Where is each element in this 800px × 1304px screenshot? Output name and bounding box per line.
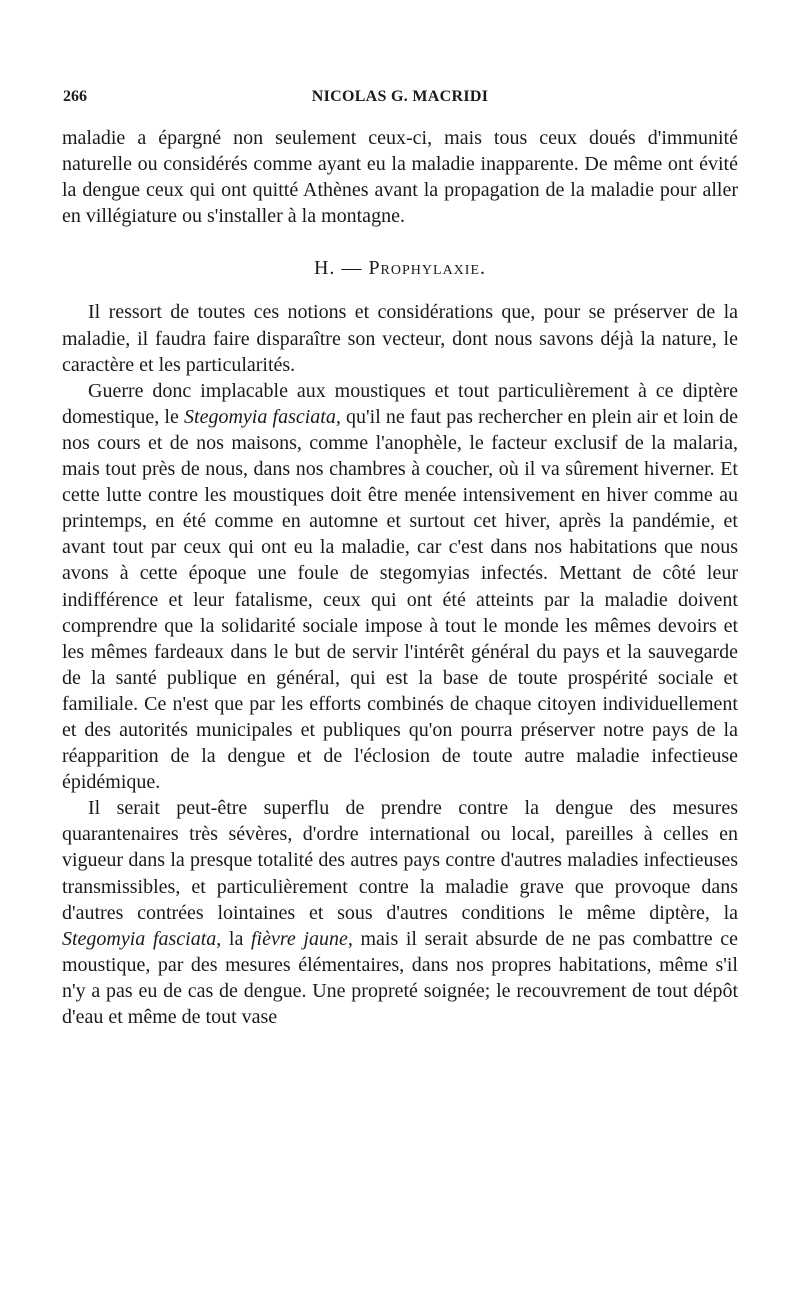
- paragraph-quarantine: [62, 795, 738, 1030]
- species-name: Stegomyia fasciata,: [62, 927, 222, 950]
- text-run: Guerre donc implacable aux moustiques et tout particulièrement à ce diptère domestique, le: [62, 379, 738, 428]
- page-number: 266: [63, 88, 87, 105]
- text-run: qu'il ne faut pas rechercher en plein air et loin de nos cours et de nos maisons, comme l'anophèle, le facteur exclusif de la malaria, mais tout près de nous, dans nos chambres à coucher, où il va sûrement hiverner. Et cette lutte contre les moustiques doit être menée intensivement en hiver comme au printemps, en été comme en automne et surtout cet hiver, après la pandémie, et avant tout par ceux qui ont eu la maladie, car c'est dans nos habitations que nous avons à cette époque une foule de stegomyias infectés. Mettant de côté leur indifférence et leur fatalisme, ceux qui ont été atteints par la maladie doivent comprendre que la solidarité sociale impose à tout le monde les mêmes devoirs et les mêmes fardeaux dans le but de servir l'intérêt général du pays et la sauvegarde de la santé publique en général, qui est la base de toute prospérité sociale et familiale. Ce n'est que par les efforts combinés de chaque citoyen individuellement et des autorités municipales et publiques qu'on pourra préserver notre pays de la réapparition de la dengue et de l'éclosion de toute autre maladie infectieuse épidémique.: [62, 405, 738, 794]
- running-head: NICOLAS G. MACRIDI: [311, 88, 489, 105]
- text-run: mais il serait absurde de ne pas combattre ce moustique, par des mesures élémentaires, dans nos propres habitations, même s'il n'y a pas eu de cas de dengue. Une propreté soignée; le recouvrement de tout dépôt d'eau et même de tout vase: [62, 927, 739, 1028]
- paragraph-continuation: maladie a épargné non seulement ceux-ci, mais tous ceux doués d'immunité naturelle ou considérés comme ayant eu la maladie inapparente. De même ont évité la dengue ceux qui ont quitté Athènes avant la propagation de la maladie pour aller en villégiature ou s'installer à la montagne.: [62, 127, 738, 228]
- section-letter: H. —: [313, 257, 369, 280]
- body-text: [62, 125, 738, 1030]
- disease-name: fièvre jaune,: [250, 927, 353, 950]
- section-heading: [62, 255, 738, 281]
- section-title: Prophylaxie.: [368, 257, 487, 280]
- paragraph-mosquito-war: [62, 378, 738, 796]
- text-run: Il serait peut-être superflu de prendre contre la dengue des mesures quarantenaires très sévères, d'ordre international ou local, pareilles à celles en vigueur dans la presque totalité des autres pays contre d'autres maladies infectieuses transmissibles, et particulièrement contre la maladie grave que provoque dans d'autres contrées lointaines et sous d'autres conditions le même diptère, la: [62, 797, 738, 924]
- paragraph-vector: Il ressort de toutes ces notions et considérations que, pour se préserver de la maladie, il faudra faire disparaître son vecteur, dont nous savons déjà la nature, le caractère et les particularités.: [62, 301, 738, 376]
- species-name: Stegomyia fasciata,: [184, 405, 341, 428]
- text-run: la: [221, 927, 251, 950]
- page-header: [63, 88, 737, 112]
